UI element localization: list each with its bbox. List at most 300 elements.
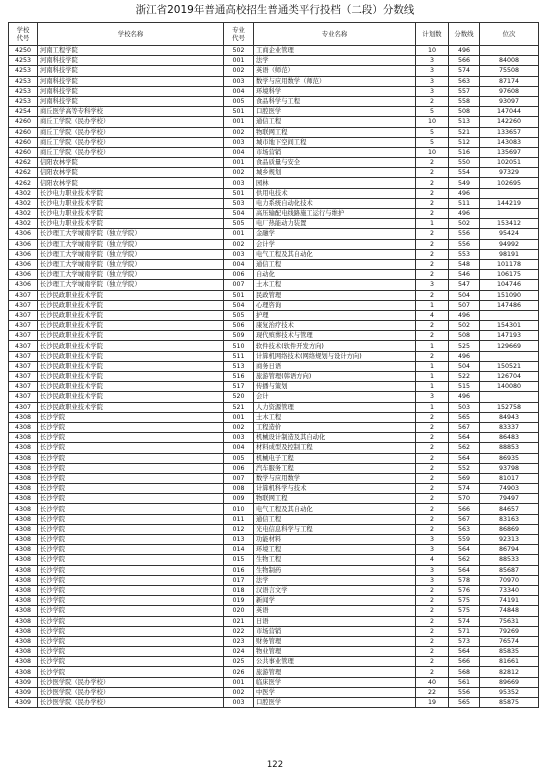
major-name-cell: 电气工程及其自动化 bbox=[254, 504, 416, 514]
school-name-cell: 长沙学院 bbox=[38, 422, 224, 432]
plan-cell: 10 bbox=[416, 46, 449, 56]
header-major-name: 专业名称 bbox=[254, 23, 416, 46]
rank-cell: 93798 bbox=[480, 463, 539, 473]
plan-cell: 2 bbox=[416, 504, 449, 514]
table-row bbox=[9, 137, 539, 147]
school-code-cell: 4302 bbox=[9, 209, 38, 219]
rank-cell: 150521 bbox=[480, 361, 539, 371]
score-cell: 557 bbox=[449, 86, 480, 96]
school-code-cell: 4307 bbox=[9, 402, 38, 412]
major-code-cell: 504 bbox=[224, 209, 254, 219]
major-name-cell: 会计学 bbox=[254, 239, 416, 249]
school-name-cell: 长沙电力职业技术学院 bbox=[38, 188, 224, 198]
score-cell: 563 bbox=[449, 76, 480, 86]
major-name-cell: 工商企业管理 bbox=[254, 46, 416, 56]
major-code-cell: 002 bbox=[224, 168, 254, 178]
school-name-cell: 长沙民政职业技术学院 bbox=[38, 290, 224, 300]
admission-score-table bbox=[8, 22, 539, 708]
school-code-cell: 4308 bbox=[9, 463, 38, 473]
school-code-cell: 4306 bbox=[9, 249, 38, 259]
page-number: 122 bbox=[266, 760, 284, 770]
table-row bbox=[9, 443, 539, 453]
school-code-cell: 4308 bbox=[9, 504, 38, 514]
major-name-cell: 市场营销 bbox=[254, 147, 416, 157]
plan-cell: 2 bbox=[416, 188, 449, 198]
table-row bbox=[9, 86, 539, 96]
school-code-cell: 4308 bbox=[9, 484, 38, 494]
plan-cell: 2 bbox=[416, 96, 449, 106]
school-name-cell: 长沙学院 bbox=[38, 524, 224, 534]
table-row bbox=[9, 300, 539, 310]
plan-cell: 2 bbox=[416, 473, 449, 483]
school-name-cell: 长沙民政职业技术学院 bbox=[38, 331, 224, 341]
school-code-cell: 4260 bbox=[9, 137, 38, 147]
major-code-cell: 505 bbox=[224, 310, 254, 320]
table-row bbox=[9, 667, 539, 677]
score-cell: 570 bbox=[449, 494, 480, 504]
score-cell: 554 bbox=[449, 168, 480, 178]
major-code-cell: 023 bbox=[224, 636, 254, 646]
rank-cell: 81661 bbox=[480, 657, 539, 667]
header-score: 分数线 bbox=[449, 23, 480, 46]
major-name-cell: 旅游管理(韩语方向) bbox=[254, 372, 416, 382]
table-row bbox=[9, 219, 539, 229]
score-cell: 562 bbox=[449, 443, 480, 453]
score-cell: 504 bbox=[449, 290, 480, 300]
score-cell: 525 bbox=[449, 341, 480, 351]
score-cell: 513 bbox=[449, 117, 480, 127]
school-code-cell: 4307 bbox=[9, 372, 38, 382]
table-row bbox=[9, 535, 539, 545]
plan-cell: 2 bbox=[416, 198, 449, 208]
plan-cell: 2 bbox=[416, 667, 449, 677]
rank-cell: 126704 bbox=[480, 372, 539, 382]
school-name-cell: 河南科技学院 bbox=[38, 66, 224, 76]
score-cell: 565 bbox=[449, 412, 480, 422]
plan-cell: 1 bbox=[416, 402, 449, 412]
school-code-cell: 4308 bbox=[9, 636, 38, 646]
major-code-cell: 516 bbox=[224, 372, 254, 382]
major-name-cell: 城市地下空间工程 bbox=[254, 137, 416, 147]
header-plan: 计划数 bbox=[416, 23, 449, 46]
rank-cell: 104746 bbox=[480, 280, 539, 290]
major-code-cell: 001 bbox=[224, 229, 254, 239]
score-cell: 547 bbox=[449, 280, 480, 290]
major-name-cell: 法学 bbox=[254, 575, 416, 585]
rank-cell: 84657 bbox=[480, 504, 539, 514]
major-code-cell: 002 bbox=[224, 239, 254, 249]
plan-cell: 3 bbox=[416, 545, 449, 555]
major-code-cell: 003 bbox=[224, 433, 254, 443]
plan-cell: 2 bbox=[416, 209, 449, 219]
school-name-cell: 长沙学院 bbox=[38, 494, 224, 504]
score-cell: 496 bbox=[449, 209, 480, 219]
major-code-cell: 025 bbox=[224, 657, 254, 667]
school-code-cell: 4306 bbox=[9, 259, 38, 269]
major-name-cell: 电气工程及其自动化 bbox=[254, 249, 416, 259]
school-code-cell: 4308 bbox=[9, 606, 38, 616]
major-name-cell: 物联网工程 bbox=[254, 494, 416, 504]
score-cell: 556 bbox=[449, 239, 480, 249]
score-cell: 550 bbox=[449, 158, 480, 168]
rank-cell: 74191 bbox=[480, 596, 539, 606]
rank-cell: 153412 bbox=[480, 219, 539, 229]
plan-cell: 1 bbox=[416, 300, 449, 310]
school-name-cell: 长沙学院 bbox=[38, 443, 224, 453]
major-code-cell: 022 bbox=[224, 626, 254, 636]
rank-cell: 74903 bbox=[480, 484, 539, 494]
table-row bbox=[9, 433, 539, 443]
school-name-cell: 长沙学院 bbox=[38, 555, 224, 565]
table-row bbox=[9, 412, 539, 422]
rank-cell: 135697 bbox=[480, 147, 539, 157]
rank-cell: 87174 bbox=[480, 76, 539, 86]
plan-cell: 10 bbox=[416, 147, 449, 157]
table-row bbox=[9, 56, 539, 66]
school-name-cell: 长沙学院 bbox=[38, 647, 224, 657]
plan-cell: 2 bbox=[416, 463, 449, 473]
rank-cell: 70970 bbox=[480, 575, 539, 585]
plan-cell: 2 bbox=[416, 249, 449, 259]
major-name-cell: 计算机科学与技术 bbox=[254, 484, 416, 494]
rank-cell: 97608 bbox=[480, 86, 539, 96]
table-row bbox=[9, 463, 539, 473]
school-name-cell: 长沙理工大学城南学院（独立学院） bbox=[38, 249, 224, 259]
rank-cell: 85835 bbox=[480, 647, 539, 657]
table-row bbox=[9, 229, 539, 239]
school-name-cell: 长沙学院 bbox=[38, 514, 224, 524]
rank-cell: 142260 bbox=[480, 117, 539, 127]
score-cell: 567 bbox=[449, 514, 480, 524]
plan-cell: 1 bbox=[416, 361, 449, 371]
major-name-cell: 市场营销 bbox=[254, 626, 416, 636]
score-cell: 502 bbox=[449, 321, 480, 331]
score-cell: 503 bbox=[449, 402, 480, 412]
rank-cell: 89669 bbox=[480, 677, 539, 687]
major-code-cell: 005 bbox=[224, 96, 254, 106]
school-name-cell: 长沙学院 bbox=[38, 667, 224, 677]
table-row bbox=[9, 698, 539, 708]
school-code-cell: 4308 bbox=[9, 514, 38, 524]
rank-cell: 75508 bbox=[480, 66, 539, 76]
school-code-cell: 4308 bbox=[9, 535, 38, 545]
table-body bbox=[9, 46, 539, 708]
school-code-cell: 4307 bbox=[9, 341, 38, 351]
school-code-cell: 4262 bbox=[9, 178, 38, 188]
score-cell: 504 bbox=[449, 361, 480, 371]
school-code-cell: 4308 bbox=[9, 524, 38, 534]
school-name-cell: 长沙理工大学城南学院（独立学院） bbox=[38, 270, 224, 280]
school-code-cell: 4308 bbox=[9, 555, 38, 565]
school-name-cell: 信阳农林学院 bbox=[38, 178, 224, 188]
rank-cell: 86869 bbox=[480, 524, 539, 534]
school-name-cell: 长沙医学院（民办学校） bbox=[38, 677, 224, 687]
major-name-cell: 物业管理 bbox=[254, 647, 416, 657]
school-code-cell: 4308 bbox=[9, 575, 38, 585]
major-name-cell: 城乡规划 bbox=[254, 168, 416, 178]
plan-cell: 3 bbox=[416, 76, 449, 86]
major-code-cell: 006 bbox=[224, 270, 254, 280]
school-code-cell: 4308 bbox=[9, 626, 38, 636]
major-code-cell: 002 bbox=[224, 422, 254, 432]
major-name-cell: 英语 bbox=[254, 606, 416, 616]
major-code-cell: 005 bbox=[224, 453, 254, 463]
plan-cell: 2 bbox=[416, 351, 449, 361]
major-code-cell: 501 bbox=[224, 188, 254, 198]
school-code-cell: 4308 bbox=[9, 453, 38, 463]
major-code-cell: 003 bbox=[224, 137, 254, 147]
plan-cell: 3 bbox=[416, 56, 449, 66]
school-name-cell: 长沙学院 bbox=[38, 575, 224, 585]
plan-cell: 5 bbox=[416, 107, 449, 117]
rank-cell bbox=[480, 310, 539, 320]
major-code-cell: 001 bbox=[224, 158, 254, 168]
table-row bbox=[9, 341, 539, 351]
school-code-cell: 4302 bbox=[9, 188, 38, 198]
table-row bbox=[9, 209, 539, 219]
rank-cell: 94992 bbox=[480, 239, 539, 249]
major-name-cell: 计算机网络技术(网络规划与设计方向) bbox=[254, 351, 416, 361]
school-code-cell: 4307 bbox=[9, 392, 38, 402]
plan-cell: 5 bbox=[416, 127, 449, 137]
major-name-cell: 公共事业管理 bbox=[254, 657, 416, 667]
major-code-cell: 017 bbox=[224, 575, 254, 585]
school-code-cell: 4253 bbox=[9, 76, 38, 86]
school-code-cell: 4260 bbox=[9, 117, 38, 127]
major-code-cell: 004 bbox=[224, 259, 254, 269]
score-cell: 553 bbox=[449, 249, 480, 259]
rank-cell: 85875 bbox=[480, 698, 539, 708]
plan-cell: 5 bbox=[416, 137, 449, 147]
school-name-cell: 长沙学院 bbox=[38, 463, 224, 473]
rank-cell: 92313 bbox=[480, 535, 539, 545]
rank-cell: 102051 bbox=[480, 158, 539, 168]
score-cell: 549 bbox=[449, 178, 480, 188]
table-row bbox=[9, 46, 539, 56]
plan-cell: 2 bbox=[416, 484, 449, 494]
score-cell: 559 bbox=[449, 535, 480, 545]
score-cell: 565 bbox=[449, 698, 480, 708]
table-row bbox=[9, 127, 539, 137]
table-row bbox=[9, 392, 539, 402]
school-code-cell: 4254 bbox=[9, 107, 38, 117]
rank-cell: 84943 bbox=[480, 412, 539, 422]
rank-cell: 73340 bbox=[480, 585, 539, 595]
school-name-cell: 河南科技学院 bbox=[38, 86, 224, 96]
school-name-cell: 长沙医学院（民办学校） bbox=[38, 698, 224, 708]
score-cell: 574 bbox=[449, 616, 480, 626]
school-code-cell: 4307 bbox=[9, 290, 38, 300]
school-name-cell: 长沙民政职业技术学院 bbox=[38, 310, 224, 320]
school-code-cell: 4307 bbox=[9, 361, 38, 371]
school-code-cell: 4302 bbox=[9, 219, 38, 229]
plan-cell: 2 bbox=[416, 158, 449, 168]
major-code-cell: 506 bbox=[224, 321, 254, 331]
rank-cell: 95352 bbox=[480, 687, 539, 697]
score-cell: 564 bbox=[449, 433, 480, 443]
table-row bbox=[9, 270, 539, 280]
table-row bbox=[9, 647, 539, 657]
rank-cell: 147044 bbox=[480, 107, 539, 117]
school-name-cell: 长沙医学院（民办学校） bbox=[38, 687, 224, 697]
page-title: 浙江省2019年普通高校招生普通类平行投档（二段）分数线 bbox=[135, 4, 415, 16]
rank-cell: 82812 bbox=[480, 667, 539, 677]
rank-cell: 83337 bbox=[480, 422, 539, 432]
rank-cell: 101178 bbox=[480, 259, 539, 269]
rank-cell: 74848 bbox=[480, 606, 539, 616]
school-name-cell: 长沙电力职业技术学院 bbox=[38, 209, 224, 219]
school-code-cell: 4306 bbox=[9, 239, 38, 249]
school-name-cell: 长沙电力职业技术学院 bbox=[38, 219, 224, 229]
school-name-cell: 河南科技学院 bbox=[38, 76, 224, 86]
major-name-cell: 心理咨询 bbox=[254, 300, 416, 310]
plan-cell: 2 bbox=[416, 626, 449, 636]
major-code-cell: 509 bbox=[224, 331, 254, 341]
plan-cell: 19 bbox=[416, 698, 449, 708]
school-code-cell: 4307 bbox=[9, 300, 38, 310]
school-name-cell: 长沙理工大学城南学院（独立学院） bbox=[38, 239, 224, 249]
plan-cell: 2 bbox=[416, 616, 449, 626]
table-row bbox=[9, 290, 539, 300]
major-name-cell: 会计 bbox=[254, 392, 416, 402]
plan-cell: 2 bbox=[416, 229, 449, 239]
school-code-cell: 4262 bbox=[9, 168, 38, 178]
major-code-cell: 026 bbox=[224, 667, 254, 677]
plan-cell: 2 bbox=[416, 331, 449, 341]
plan-cell: 3 bbox=[416, 280, 449, 290]
table-row bbox=[9, 239, 539, 249]
major-code-cell: 001 bbox=[224, 412, 254, 422]
major-name-cell: 通信工程 bbox=[254, 514, 416, 524]
table-row bbox=[9, 555, 539, 565]
table-row bbox=[9, 66, 539, 76]
major-code-cell: 004 bbox=[224, 443, 254, 453]
table-row bbox=[9, 361, 539, 371]
rank-cell: 147486 bbox=[480, 300, 539, 310]
school-code-cell: 4302 bbox=[9, 198, 38, 208]
major-code-cell: 001 bbox=[224, 56, 254, 66]
score-cell: 558 bbox=[449, 96, 480, 106]
plan-cell: 10 bbox=[416, 117, 449, 127]
major-code-cell: 009 bbox=[224, 494, 254, 504]
major-name-cell: 工程造价 bbox=[254, 422, 416, 432]
school-name-cell: 商丘工学院（民办学校） bbox=[38, 147, 224, 157]
school-code-cell: 4307 bbox=[9, 321, 38, 331]
score-cell: 566 bbox=[449, 657, 480, 667]
school-name-cell: 长沙学院 bbox=[38, 596, 224, 606]
score-cell: 567 bbox=[449, 422, 480, 432]
major-code-cell: 521 bbox=[224, 402, 254, 412]
major-name-cell: 生物工程 bbox=[254, 555, 416, 565]
plan-cell: 4 bbox=[416, 310, 449, 320]
plan-cell: 22 bbox=[416, 687, 449, 697]
table-row bbox=[9, 687, 539, 697]
rank-cell bbox=[480, 392, 539, 402]
plan-cell: 2 bbox=[416, 453, 449, 463]
table-row bbox=[9, 677, 539, 687]
major-name-cell: 生物制药 bbox=[254, 565, 416, 575]
plan-cell: 2 bbox=[416, 412, 449, 422]
score-cell: 552 bbox=[449, 463, 480, 473]
major-name-cell: 通信工程 bbox=[254, 117, 416, 127]
school-name-cell: 长沙学院 bbox=[38, 657, 224, 667]
school-code-cell: 4308 bbox=[9, 473, 38, 483]
school-code-cell: 4260 bbox=[9, 127, 38, 137]
table-row bbox=[9, 259, 539, 269]
major-code-cell: 013 bbox=[224, 535, 254, 545]
plan-cell: 2 bbox=[416, 178, 449, 188]
table-row bbox=[9, 524, 539, 534]
school-code-cell: 4307 bbox=[9, 310, 38, 320]
score-cell: 574 bbox=[449, 484, 480, 494]
school-name-cell: 长沙学院 bbox=[38, 412, 224, 422]
score-cell: 564 bbox=[449, 647, 480, 657]
major-name-cell: 口腔医学 bbox=[254, 698, 416, 708]
school-code-cell: 4308 bbox=[9, 545, 38, 555]
table-row bbox=[9, 168, 539, 178]
plan-cell: 2 bbox=[416, 524, 449, 534]
school-code-cell: 4308 bbox=[9, 616, 38, 626]
rank-cell: 98191 bbox=[480, 249, 539, 259]
major-name-cell: 材料成型及控制工程 bbox=[254, 443, 416, 453]
school-name-cell: 信阳农林学院 bbox=[38, 168, 224, 178]
table-row bbox=[9, 198, 539, 208]
rank-cell: 75631 bbox=[480, 616, 539, 626]
score-cell: 515 bbox=[449, 382, 480, 392]
major-code-cell: 018 bbox=[224, 585, 254, 595]
major-name-cell: 光电信息科学与工程 bbox=[254, 524, 416, 534]
table-row bbox=[9, 606, 539, 616]
school-code-cell: 4262 bbox=[9, 158, 38, 168]
score-cell: 566 bbox=[449, 56, 480, 66]
major-code-cell: 510 bbox=[224, 341, 254, 351]
header-major-code: 专业 代号 bbox=[224, 23, 254, 46]
score-cell: 563 bbox=[449, 524, 480, 534]
score-cell: 566 bbox=[449, 504, 480, 514]
school-name-cell: 长沙学院 bbox=[38, 616, 224, 626]
plan-cell: 1 bbox=[416, 372, 449, 382]
score-cell: 521 bbox=[449, 127, 480, 137]
major-name-cell: 汽车服务工程 bbox=[254, 463, 416, 473]
table-row bbox=[9, 321, 539, 331]
school-code-cell: 4307 bbox=[9, 382, 38, 392]
school-code-cell: 4308 bbox=[9, 494, 38, 504]
school-code-cell: 4308 bbox=[9, 647, 38, 657]
score-cell: 578 bbox=[449, 575, 480, 585]
rank-cell bbox=[480, 46, 539, 56]
rank-cell: 86935 bbox=[480, 453, 539, 463]
major-code-cell: 014 bbox=[224, 545, 254, 555]
rank-cell: 140080 bbox=[480, 382, 539, 392]
table-row bbox=[9, 402, 539, 412]
school-name-cell: 长沙学院 bbox=[38, 433, 224, 443]
major-name-cell: 日语 bbox=[254, 616, 416, 626]
school-code-cell: 4306 bbox=[9, 229, 38, 239]
school-code-cell: 4253 bbox=[9, 86, 38, 96]
school-name-cell: 长沙理工大学城南学院（独立学院） bbox=[38, 259, 224, 269]
school-code-cell: 4250 bbox=[9, 46, 38, 56]
table-row bbox=[9, 178, 539, 188]
score-cell: 546 bbox=[449, 270, 480, 280]
rank-cell: 102695 bbox=[480, 178, 539, 188]
major-name-cell: 软件技术(软件开发方向) bbox=[254, 341, 416, 351]
table-row bbox=[9, 422, 539, 432]
rank-cell: 152758 bbox=[480, 402, 539, 412]
score-cell: 496 bbox=[449, 46, 480, 56]
major-code-cell: 501 bbox=[224, 107, 254, 117]
plan-cell: 1 bbox=[416, 219, 449, 229]
score-cell: 569 bbox=[449, 473, 480, 483]
